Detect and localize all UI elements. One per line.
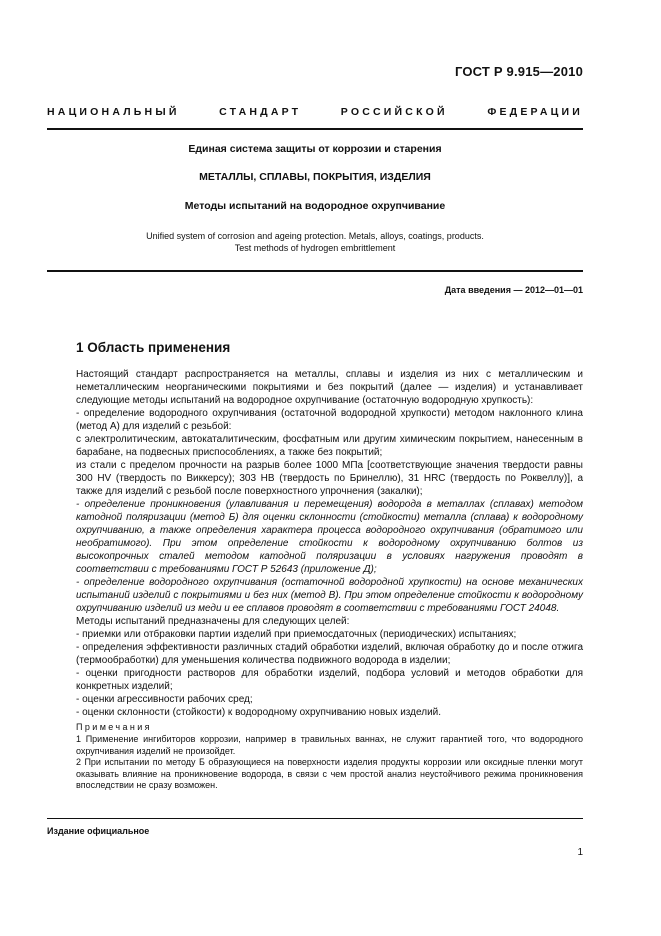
paragraph: Настоящий стандарт распространяется на металлы, сплавы и изделия из них с металлическим и неметаллическим неорганическими покрытиями и без покрытий (далее — изделия) и устанавливает следующие методы испытаний на водородное охрупчивание (остаточную водородную хрупкость): (76, 369, 583, 406)
paragraph: - определение водородного охрупчивания (остаточной водородной хрупкости) на основе механических испытаний изделий с покрытиями и без них (метод В). При этом определение стойкости к водородному охрупчиванию изделий из меди и ее сплавов проводят в соответствии с требованиями ГОСТ 24048. (76, 577, 583, 614)
paragraph: - определение водородного охрупчивания (остаточной водородной хрупкости) методом наклонного клина (метод А) для изделий с резьбой: (76, 408, 583, 432)
national-standard-banner (47, 106, 583, 118)
main-title: МЕТАЛЛЫ, СПЛАВЫ, ПОКРЫТИЯ, ИЗДЕЛИЯ (199, 171, 431, 183)
paragraph: - определение проникновения (улавливания и перемещения) водорода в металлах (сплавах) методом катодной поляризации (метод Б) для оценки склонности (стойкости) металла (сплава) к водородному охрупчиванию, а также определения характера процесса водородного охрупчивания (обратимого или необратимого). При этом определение стойкости к водородному охрупчиванию болтов из высокопрочных сталей методом катодной поляризации в условиях нагружения проводят в соответствии с требованиями ГОСТ Р 52643 (приложение Д); (76, 499, 583, 575)
sub-title: Методы испытаний на водородное охрупчивание (184, 200, 446, 212)
introduction-date: Дата введения — 2012—01—01 (444, 285, 583, 295)
paragraph: - оценки склонности (стойкости) к водородному охрупчиванию новых изделий. (76, 707, 442, 718)
english-title-line: Test methods of hydrogen embrittlement (234, 243, 396, 253)
banner-word: ФЕДЕРАЦИИ (487, 106, 583, 118)
page-number: 1 (577, 847, 583, 858)
paragraph: из стали с пределом прочности на разрыв более 1000 МПа [соответствующие значения твердости равны 300 HV (твердость по Виккерсу); 303 HB (твердость по Бринеллю), 31 HRC (твердость по Роквеллу)], а также для изделий с резьбой после поверхностного упрочнения (закалки); (76, 460, 583, 497)
note: 1 Применение ингибиторов коррозии, например в травильных ваннах, не служит гарантией того, что водородного охрупчивания изделий не произойдет. (76, 734, 583, 756)
top-divider (47, 128, 583, 130)
section-heading: 1 Область применения (76, 340, 231, 355)
section-body (76, 368, 583, 792)
notes-heading: Примечания (76, 722, 152, 732)
paragraph: - оценки агрессивности рабочих сред; (76, 694, 253, 705)
official-edition-label: Издание официальное (47, 826, 150, 836)
paragraph: - определения эффективности различных стадий обработки изделий, включая обработку до и после отжига (термообработки) для уменьшения количества подвижного водорода в изделии; (76, 642, 583, 666)
note: 2 При испытании по методу Б образующиеся на поверхности изделия продукты коррозии или оксидные пленки могут оказывать влияние на проникновение водорода, в связи с чем простой анализ неустойчивого режима проникновения впоследствии не сразу возможен. (76, 757, 583, 790)
bottom-divider (47, 818, 583, 819)
banner-word: РОССИЙСКОЙ (340, 106, 448, 118)
system-title: Единая система защиты от коррозии и старения (188, 143, 442, 155)
paragraph: с электролитическим, автокаталитическим, фосфатным или другим химическим покрытием, нанесенным в барабане, на подвесных приспособлениях, а также без покрытий; (76, 434, 583, 458)
english-title (47, 230, 583, 254)
document-number: ГОСТ Р 9.915—2010 (454, 64, 583, 79)
paragraph: - оценки пригодности растворов для обработки изделий, подбора условий и методов обработки для конкретных изделий; (76, 668, 583, 692)
banner-word: СТАНДАРТ (219, 106, 302, 118)
english-title-line: Unified system of corrosion and ageing protection. Metals, alloys, coatings, products. (146, 231, 484, 241)
middle-divider (47, 270, 583, 272)
banner-word: НАЦИОНАЛЬНЫЙ (47, 106, 180, 118)
paragraph: Методы испытаний предназначены для следующих целей: (76, 616, 350, 627)
paragraph: - приемки или отбраковки партии изделий при приемосдаточных (периодических) испытаниях; (76, 629, 517, 640)
